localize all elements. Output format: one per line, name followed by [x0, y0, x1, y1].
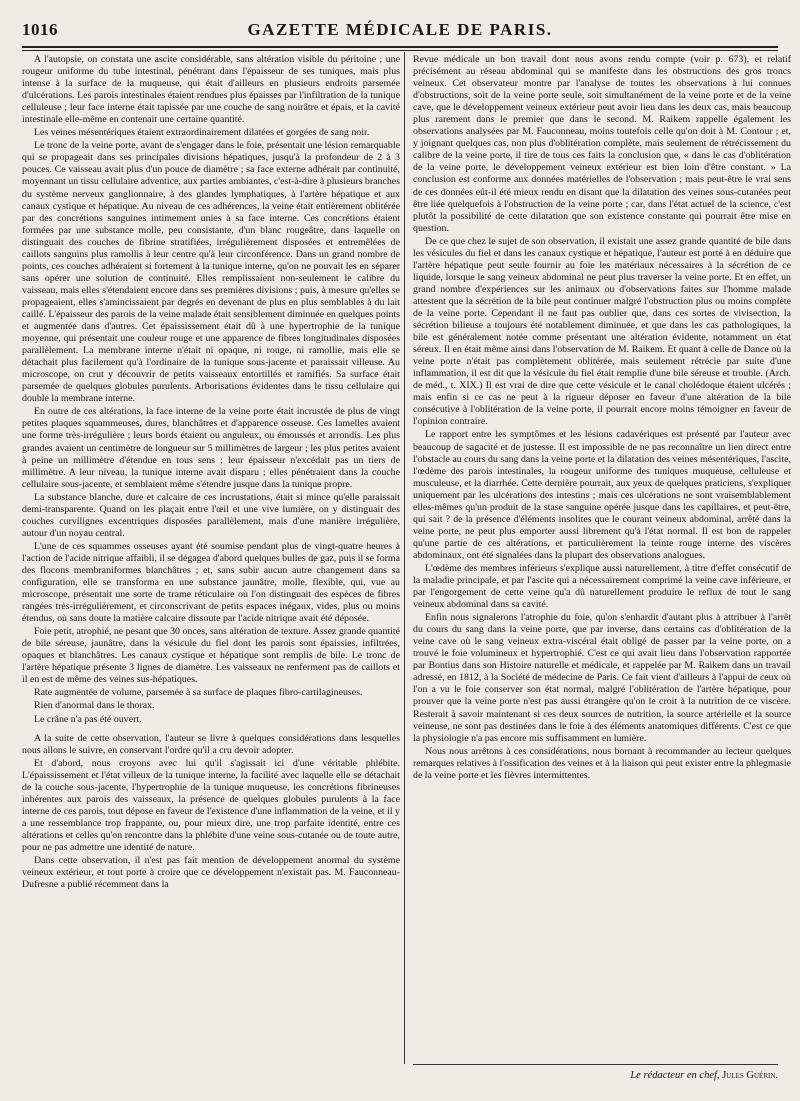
paragraph: A la suite de cette observation, l'auteur se livre à quelques considérations dans lesquelles nous allons le suivre, en conservant l'ordre qu'il a cru devoir adopter.	[22, 732, 400, 756]
paragraph: A l'autopsie, on constata une ascite considérable, sans altération visible du péritoine ; une rougeur uniforme du tube intestinal, pénétrant dans l'épaisseur de ses tuniques, mais plus intense à la surface de la muqueuse, qui était d'ailleurs en plusieurs endroits parsemée d'ulcérations. Les parois intestinales étaient rendues plus épaisses par l'infiltration de la tunique celluleuse ; leur face interne était tapissée par une couche de sang noirâtre et épais, et la cavité intestinale elle-même en contenait une certaine quantité.	[22, 54, 400, 126]
left-column	[22, 54, 400, 1064]
page-number: 1016	[22, 20, 58, 39]
paragraph: La substance blanche, dure et calcaire de ces incrustations, était si mince qu'elle paraissait demi-transparente. Quand on les plaçait entre l'œil et une vive lumière, on y distinguait des couches curvilignes excentriques disposées parallèlement, mais d'une manière irrégulière, autour d'un noyau central.	[22, 491, 400, 539]
editor-signature	[413, 1070, 778, 1081]
paragraph: Dans cette observation, il n'est pas fait mention de développement anormal du système veineux extérieur, et tout porte à croire que ce développement n'existait pas. M. Fauconneau-Dufresne a publié récemment dans la	[22, 855, 400, 891]
paragraph: En outre de ces altérations, la face interne de la veine porte était incrustée de plus de vingt petites plaques squammeuses, dures, blanchâtres et d'apparence osseuse. Ces lamelles avaient une forme très-irrégulière ; leurs bords étaient ou anguleux, ou émoussés et arrondis. Les plus grandes avaient un centimètre de longueur sur 5 millimètres de largeur ; les plus petites avaient à peine un millimètre d'étendue en tous sens ; leur épaisseur n'excédait pas un tiers de millimètre. A leur niveau, la tunique interne avait disparu ; elles pénétraient dans la couche cellulaire sous-jacente, et semblaient même s'étendre jusque dans la tunique propre.	[22, 406, 400, 490]
signature-prefix: Le rédacteur en chef,	[630, 1070, 720, 1081]
paragraph: Les veines mésentériques étaient extraordinairement dilatées et gorgées de sang noir.	[34, 127, 370, 139]
page-header	[22, 20, 778, 46]
signature-rule	[413, 1064, 778, 1065]
paragraph: Foie petit, atrophié, ne pesant que 30 onces, sans altération de texture. Assez grande quantité de bile séreuse, jaunâtre, dans la vésicule du fiel dont les parois sont épaissies, infiltrées, opaques et blanchâtres. Les canaux cystique et hépatique sont remplis de bile. Le tronc de l'artère hépatique présente 3 lignes de diamètre. Les vaisseaux ne renferment pas de caillots et il en est de même des veines sus-hépatiques.	[22, 626, 400, 686]
paragraph: Le rapport entre les symptômes et les lésions cadavériques est présenté par l'auteur avec beaucoup de sagacité et de justesse. Il est impossible de ne pas reconnaître un lien direct entre l'obstacle au cours du sang dans la veine porte et la dilatation des veines mésentériques, l'ascite, l'œdème des parois intestinales, la rougeur uniforme des tuniques muqueuse, celluleuse et musculeuse, et la diarrhée. Cette dernière pourrait, aux yeux de quelques praticiens, s'expliquer uniquement par les ulcérations des intestins ; mais ces ulcérations ne sont vraisemblablement elles-mêmes qu'un produit de la stase sanguine opérée jusque dans les capillaires, et peut-être, qui sait ? de la présence d'éléments insolites que le courant veineux abdominal, arrêté dans la veine porte, ne peut plus emporter aussi librement qu'à l'état normal. Il est bon de rappeler qu'une partie de ces altérations, et particulièrement la teinte rouge interne des viscères abdominaux, ont été signalées dans la plupart des observations analogues.	[413, 429, 791, 561]
paragraph: De ce que chez le sujet de son observation, il existait une assez grande quantité de bile dans les vésicules du fiel et dans les canaux cystique et hépatique, l'auteur est porté à en déduire que l'artère hépatique peut seule fournir au foie les matériaux nécessaires à la sécrétion de ce liquide, lorsque le sang veineux abdominal ne peut plus traverser la veine porte. Et en effet, un grand nombre d'expériences sur les animaux ou d'observations faites sur l'homme malade attestent que la sécrétion de la bile peut continuer malgré l'obstruction plus ou moins complète de la veine porte. Cependant il ne faut pas oublier que, dans ces sortes de vivisection, la sécrétion bilieuse a toujours été notablement diminuée, et que dans les cas pathologiques, la bile est généralement notée comme présentant une altération évidente, notamment un état séreux. Il en était même ainsi dans l'observation de M. Raikem. Et quant à celle de Dance où la veine porte n'était pas complètement oblitérée, mais seulement rétrécie par suite d'une inflammation, il est dit que la vésicule du fiel était remplie d'une bile séreuse et trouble. (Arch. de méd., t. XIX.) Il est vrai de dire que cette vésicule et le canal cholédoque étaient ulcérés ; mais enfin si ce cas ne peut à la rigueur déposer en faveur d'une altération de la bile consécutive à l'oblitération de la veine porte, il pourrait encore moins témoigner en faveur de l'opinion contraire.	[413, 235, 791, 428]
paragraph: Enfin nous signalerons l'atrophie du foie, qu'on s'enhardit d'autant plus à attribuer à l'arrêt du cours du sang dans la veine porte, que par inverse, dans certains cas d'oblitération de la veine cave où le sang veineux extra-viscéral était obligé de passer par la veine porte, on a trouvé le foie volumineux et hypertrophié. C'est ce qui avait lieu dans l'observation rapportée par Bontius dans son Histoire naturelle et médicale, et rappelée par M. Raikem dans un travail adressé, en 1812, à la Société de médecine de Paris. Ce fait vient d'ailleurs à l'appui de ceux où l'on a vu le foie conserver son état normal, malgré l'oblitération de l'artère hépatique, pour prouver que la veine porte n'est pas aussi étrangère qu'on le croit à la nutrition de ce viscère. Resterait à savoir maintenant si ces deux sources de nutrition, la source artérielle et la source veineuse, ne sont pas destinées dans le foie à des éléments anatomiques différents. C'est ce que la physiologie n'a pas encore mis suffisamment en lumière.	[413, 612, 791, 744]
journal-title: GAZETTE MÉDICALE DE PARIS.	[247, 20, 553, 39]
header-rule-thin	[22, 50, 778, 51]
right-column	[413, 54, 791, 1064]
paragraph: Nous nous arrêtons à ces considérations, nous bornant à recommander au lecteur quelques remarques relatives à l'ossification des veines et à la liaison qui peut exister entre la phlegmasie de la veine porte et les fièvres intermittentes.	[413, 745, 791, 781]
paragraph: Le crâne n'a pas été ouvert.	[34, 713, 142, 725]
header-rule	[22, 46, 778, 48]
paragraph: Rien d'anormal dans le thorax.	[34, 700, 155, 712]
paragraph: Rate augmentée de volume, parsemée à sa surface de plaques fibro-cartilagineuses.	[34, 687, 363, 699]
editor-name: Jules Guérin.	[722, 1070, 778, 1081]
paragraph: L'une de ces squammes osseuses ayant été soumise pendant plus de vingt-quatre heures à l'action de l'acide nitrique affaibli, il se dégagea d'abord quelques bulles de gaz, puis il se forma des flocons membraniformes blanchâtres ; et, sans subir aucun autre changement dans sa configuration, elle se transforma en une substance jaunâtre, molle, flexible, qui, vue au microscope, présentait une sorte de trame réticulaire où l'on distinguait des espèces de fibres rangées très-irrégulièrement, et circonscrivant de petits espaces inégaux, vides, plus ou moins étendus, où sans doute la matière calcaire dissoute par l'acide nitrique avait été déposée.	[22, 540, 400, 625]
column-divider	[404, 52, 405, 1064]
paragraph: L'œdème des membres inférieurs s'explique aussi naturellement, à titre d'effet consécutif de la maladie principale, et par l'ascite qui a nécessairement comprimé la veine cave inférieure, et par l'engorgement de cette veine qu'a dû naturellement produire le reflux de tout le sang veineux abdominal dans sa cavité.	[413, 562, 791, 611]
paragraph: Et d'abord, nous croyons avec lui qu'il s'agissait ici d'une véritable phlébite. L'épaississement et l'état villeux de la tunique interne, la facilité avec laquelle elle se détachait de la couche sous-jacente, l'hypertrophie de la tunique muqueuse, les concrétions fibrineuses inhérentes aux parois des vaisseaux, la présence de quelques globules purulents à la face interne de ces parois, tout dépose en faveur de l'existence d'une inflammation de la veine, et il y a une ressemblance trop frappante, ou, pour mieux dire, une trop parfaite identité, entre ces altérations et celles qu'on rencontre dans la phlébite d'une veine sous-cutanée ou de toute autre, pour ne pas admettre une identité de nature.	[22, 757, 400, 853]
paragraph: Revue médicale un bon travail dont nous avons rendu compte (voir p. 673), et relatif précisément au réseau abdominal qui se manifeste dans les obstructions des gros troncs veineux. Cet observateur montre par l'analyse de toutes les observations à lui connues d'obstructions, soit de la veine porte seule, soit simultanément de la veine porte et de la veine cave, que le développement veineux extérieur peut avoir lieu dans les deux cas, mais beaucoup plus rarement dans le premier que dans le second. M. Raikem rappelle également les observations analysées par M. Fauconneau, moins toutefois celle qu'on doit à M. Contour ; et, y joignant quelques cas, non plus d'oblitération complète, mais seulement de rétrécissement du calibre de la veine porte, il tire de tous ces faits la conclusion que, « dans le cas d'oblitération de la veine porte, le développement veineux extérieur est bien loin d'être constant. » La conclusion est conforme aux données matérielles de l'observation ; mais peut-être le vrai sens de ces données eût-il été mieux rendu en disant que la dilatation des veines sous-cutanées peut être liée quelquefois à l'obstruction de la veine porte ; car, dans l'état actuel de la science, c'est plutôt la possibilité de cette dilatation que son existence constante qui pourrait être mise en question.	[413, 54, 791, 234]
paragraph: Le tronc de la veine porte, avant de s'engager dans le foie, présentait une lésion remarquable qui se propageait dans ses principales divisions hépatiques, jusqu'à la profondeur de 2 à 3 pouces. Ce vaisseau avait plus d'un pouce de diamètre ; sa face externe adhérait par continuité, moyennant un tissu cellulaire adventice, aux parties ambiantes, c'est-à-dire à plusieurs branches du système nerveux ganglionnaire, à des glandes lymphatiques, à l'artère hépatique et aux canaux cystique et hépatique. Au niveau de ces adhérences, la veine était entièrement oblitérée par des concrétions sanguines intimement unies à sa face interne. Ces concrétions étaient formées par une substance molle, peu consistante, d'un blanc rougeâtre, dans laquelle on distinguait des couches de fibrine stratifiées, irrégulièrement disposées et entremêlées de caillots sanguins plus ramollis à leur centre qu'à leur circonférence. Dans un grand nombre de points, ces couches adhéraient si fortement à la tunique interne, qu'on ne pouvait les en séparer sans opérer une solution de continuité. Elles remplissaient non-seulement le calibre du vaisseau, mais elles s'étendaient encore dans ses premières divisions ; puis, à mesure qu'elles se propageaient, elles s'amincissaient par degrés en devenant de plus en plus semblables à du lait caillé. L'épaisseur des parois de la veine malade était sensiblement diminuée en quelques points et augmentée dans d'autres. Cet épaississement était dû à une hypertrophie de la tunique moyenne, qui présentait une couleur rouge et une apparence de fibres longitudinales disposées parallèlement. La membrane interne n'était ni opaque, ni rouge, ni ramollie, mais elle se détachait plus facilement qu'à l'ordinaire de la tunique sous-jacente et paraissait villeuse. Au microscope, on crut y découvrir de petits vaisseaux entortillés et ramifiés. Sa surface était parsemée de quelques globules purulents. Arborisations évidentes dans le tissu cellulaire qui double la membrane interne.	[22, 140, 400, 405]
